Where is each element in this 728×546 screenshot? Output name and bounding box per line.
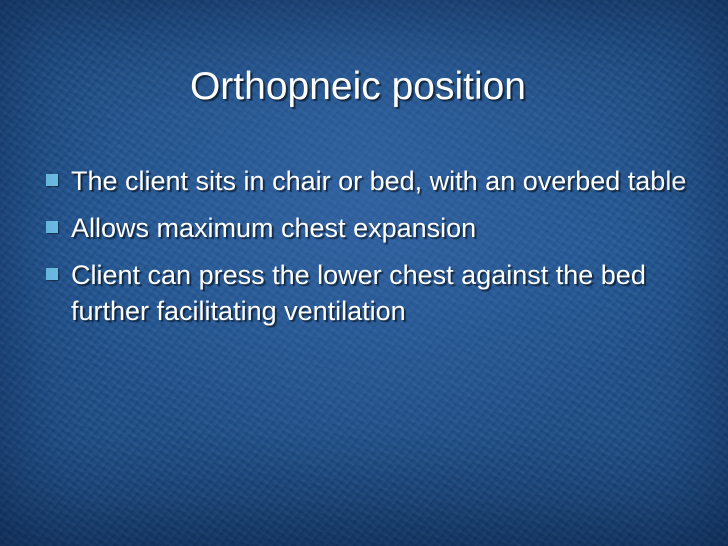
bullet-text: Client can press the lower chest against the bed further facilitating ventilation [71, 260, 646, 326]
square-bullet-icon [46, 174, 58, 186]
bullet-text: The client sits in chair or bed, with an overbed table [71, 166, 687, 196]
bullet-item [46, 163, 706, 199]
square-bullet-icon [46, 268, 58, 280]
bullet-list [46, 163, 706, 340]
bullet-item [46, 210, 706, 246]
square-bullet-icon [46, 221, 58, 233]
bullet-item [46, 257, 706, 329]
slide-title: Orthopneic position [189, 65, 527, 108]
bullet-text: Allows maximum chest expansion [71, 213, 477, 243]
